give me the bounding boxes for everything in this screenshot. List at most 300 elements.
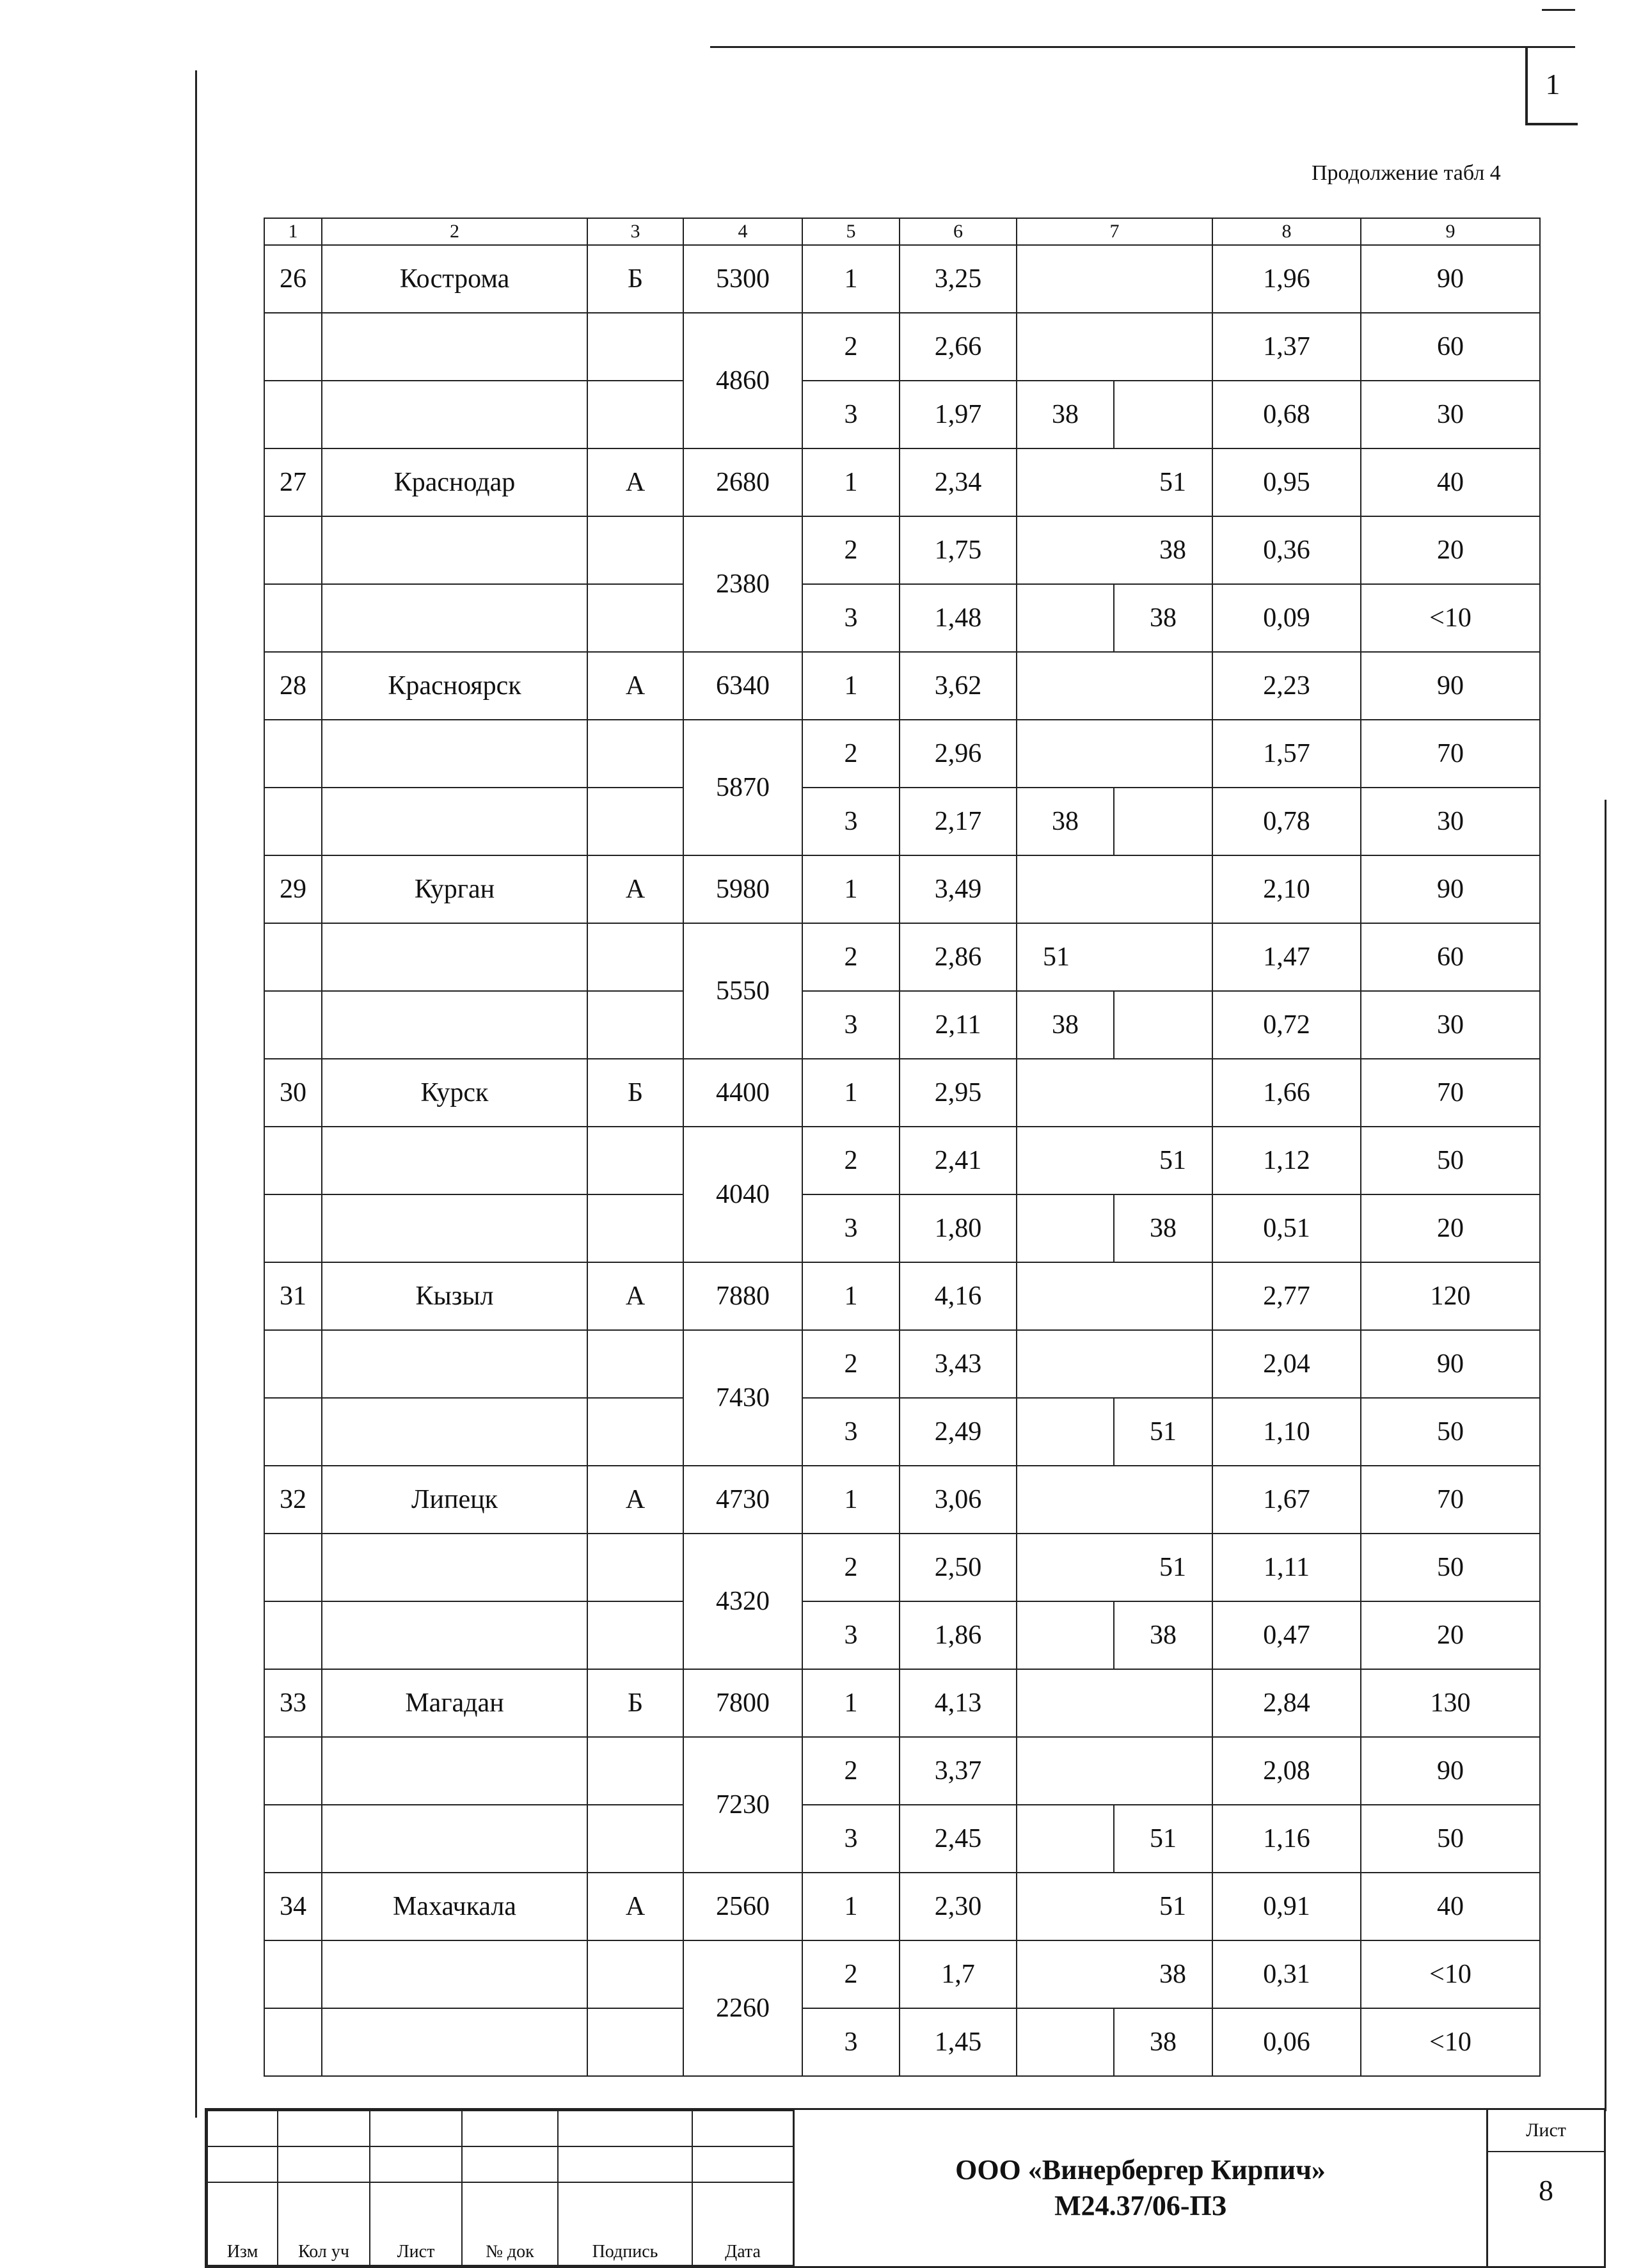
table-row bbox=[264, 1262, 1540, 1330]
col7-cell bbox=[1017, 245, 1212, 313]
col6-cell: 1,75 bbox=[900, 516, 1017, 584]
col8-cell: 2,04 bbox=[1212, 1330, 1361, 1398]
col8-cell: 1,12 bbox=[1212, 1127, 1361, 1194]
col9-cell: 60 bbox=[1361, 313, 1540, 381]
city-cell bbox=[322, 1194, 587, 1262]
row-number-cell bbox=[264, 516, 322, 584]
stamp-label-5: Дата bbox=[692, 2182, 793, 2265]
col7-cell bbox=[1017, 1466, 1212, 1534]
city-cell bbox=[322, 516, 587, 584]
variant-cell: 3 bbox=[802, 788, 900, 855]
col7b-cell: 38 bbox=[1114, 1194, 1212, 1262]
variant-cell: 1 bbox=[802, 245, 900, 313]
col9-cell: 20 bbox=[1361, 1194, 1540, 1262]
city-cell bbox=[322, 381, 587, 448]
col7a-cell bbox=[1017, 2008, 1114, 2076]
row-number-cell bbox=[264, 313, 322, 381]
col7a-cell bbox=[1017, 1194, 1114, 1262]
value-col4-cell: 2380 bbox=[683, 516, 802, 652]
column-number-4: 4 bbox=[683, 218, 802, 245]
value-col4-cell: 7880 bbox=[683, 1262, 802, 1330]
col6-cell: 2,30 bbox=[900, 1873, 1017, 1940]
col8-cell: 1,66 bbox=[1212, 1059, 1361, 1127]
col8-cell: 0,47 bbox=[1212, 1601, 1361, 1669]
table-row bbox=[264, 1059, 1540, 1127]
sheet-box bbox=[1486, 2110, 1604, 2266]
col6-cell: 2,96 bbox=[900, 720, 1017, 788]
category-cell: Б bbox=[587, 245, 683, 313]
category-cell bbox=[587, 720, 683, 788]
value-col4-cell: 2680 bbox=[683, 448, 802, 516]
col6-cell: 2,86 bbox=[900, 923, 1017, 991]
table-row bbox=[264, 1669, 1540, 1737]
col8-cell: 2,77 bbox=[1212, 1262, 1361, 1330]
row-number-cell: 34 bbox=[264, 1873, 322, 1940]
row-number-cell bbox=[264, 381, 322, 448]
category-cell: А bbox=[587, 1873, 683, 1940]
table-row bbox=[264, 1534, 1540, 1601]
column-number-8: 8 bbox=[1212, 218, 1361, 245]
col8-cell: 2,08 bbox=[1212, 1737, 1361, 1805]
variant-cell: 2 bbox=[802, 1534, 900, 1601]
col6-cell: 1,97 bbox=[900, 381, 1017, 448]
column-number-1: 1 bbox=[264, 218, 322, 245]
column-number-row bbox=[264, 218, 1540, 245]
value-col4-cell: 2560 bbox=[683, 1873, 802, 1940]
col9-cell: 90 bbox=[1361, 1737, 1540, 1805]
top-rule bbox=[710, 46, 1575, 48]
col6-cell: 2,11 bbox=[900, 991, 1017, 1059]
variant-cell: 1 bbox=[802, 652, 900, 720]
col7-cell: 51 bbox=[1017, 1873, 1212, 1940]
city-cell bbox=[322, 923, 587, 991]
table-row bbox=[264, 923, 1540, 991]
col7b-cell: 51 bbox=[1114, 1805, 1212, 1873]
table-row bbox=[264, 652, 1540, 720]
col9-cell: 90 bbox=[1361, 1330, 1540, 1398]
col7-cell bbox=[1017, 652, 1212, 720]
column-number-7: 7 bbox=[1017, 218, 1212, 245]
category-cell: А bbox=[587, 1466, 683, 1534]
variant-cell: 1 bbox=[802, 1466, 900, 1534]
value-col4-cell: 7230 bbox=[683, 1737, 802, 1873]
row-number-cell bbox=[264, 788, 322, 855]
col8-cell: 1,67 bbox=[1212, 1466, 1361, 1534]
organization-name: ООО «Винербергер Кирпич» bbox=[955, 2154, 1326, 2185]
stamp-label-3: № док bbox=[462, 2182, 558, 2265]
value-col4-cell: 2260 bbox=[683, 1940, 802, 2076]
col8-cell: 2,10 bbox=[1212, 855, 1361, 923]
col7-cell bbox=[1017, 1737, 1212, 1805]
category-cell bbox=[587, 1805, 683, 1873]
row-number-cell bbox=[264, 1805, 322, 1873]
stamp-label-4: Подпись bbox=[558, 2182, 692, 2265]
col9-cell: 70 bbox=[1361, 1466, 1540, 1534]
col7-cell: 51 bbox=[1017, 1127, 1212, 1194]
table-row bbox=[264, 1194, 1540, 1262]
value-col4-cell: 4320 bbox=[683, 1534, 802, 1669]
city-cell bbox=[322, 2008, 587, 2076]
variant-cell: 1 bbox=[802, 448, 900, 516]
row-number-cell bbox=[264, 1330, 322, 1398]
col6-cell: 2,50 bbox=[900, 1534, 1017, 1601]
data-table bbox=[264, 218, 1541, 2077]
table-row bbox=[264, 245, 1540, 313]
col8-cell: 0,06 bbox=[1212, 2008, 1361, 2076]
col8-cell: 0,78 bbox=[1212, 788, 1361, 855]
table-row bbox=[264, 788, 1540, 855]
col7a-cell bbox=[1017, 1805, 1114, 1873]
top-corner-mark bbox=[1542, 9, 1575, 11]
col8-cell: 0,51 bbox=[1212, 1194, 1361, 1262]
category-cell bbox=[587, 516, 683, 584]
col6-cell: 4,16 bbox=[900, 1262, 1017, 1330]
category-cell bbox=[587, 1194, 683, 1262]
col7-cell: 51 bbox=[1017, 923, 1212, 991]
category-cell bbox=[587, 1737, 683, 1805]
city-cell bbox=[322, 1534, 587, 1601]
col6-cell: 2,66 bbox=[900, 313, 1017, 381]
variant-cell: 3 bbox=[802, 1194, 900, 1262]
table-row bbox=[264, 1466, 1540, 1534]
col7-cell bbox=[1017, 1330, 1212, 1398]
table-row bbox=[264, 1601, 1540, 1669]
revision-grid bbox=[207, 2110, 794, 2266]
col8-cell: 1,16 bbox=[1212, 1805, 1361, 1873]
col7a-cell bbox=[1017, 1601, 1114, 1669]
table-row bbox=[264, 1873, 1540, 1940]
category-cell bbox=[587, 788, 683, 855]
col7-cell bbox=[1017, 1262, 1212, 1330]
variant-cell: 1 bbox=[802, 855, 900, 923]
variant-cell: 2 bbox=[802, 1737, 900, 1805]
row-number-cell bbox=[264, 1601, 322, 1669]
city-cell bbox=[322, 1737, 587, 1805]
row-number-cell: 26 bbox=[264, 245, 322, 313]
variant-cell: 3 bbox=[802, 584, 900, 652]
variant-cell: 1 bbox=[802, 1873, 900, 1940]
table-row bbox=[264, 448, 1540, 516]
row-number-cell bbox=[264, 584, 322, 652]
city-cell: Кострома bbox=[322, 245, 587, 313]
col6-cell: 2,41 bbox=[900, 1127, 1017, 1194]
variant-cell: 2 bbox=[802, 516, 900, 584]
col8-cell: 2,84 bbox=[1212, 1669, 1361, 1737]
col9-cell: 90 bbox=[1361, 245, 1540, 313]
col7a-cell: 38 bbox=[1017, 788, 1114, 855]
table-row bbox=[264, 1398, 1540, 1466]
col9-cell: 50 bbox=[1361, 1127, 1540, 1194]
col6-cell: 3,43 bbox=[900, 1330, 1017, 1398]
table-row bbox=[264, 516, 1540, 584]
column-number-9: 9 bbox=[1361, 218, 1540, 245]
col9-cell: 50 bbox=[1361, 1398, 1540, 1466]
category-cell: А bbox=[587, 652, 683, 720]
variant-cell: 3 bbox=[802, 991, 900, 1059]
table-row bbox=[264, 1737, 1540, 1805]
revision-row bbox=[207, 2146, 793, 2182]
col9-cell: 70 bbox=[1361, 720, 1540, 788]
value-col4-cell: 5550 bbox=[683, 923, 802, 1059]
category-cell bbox=[587, 1940, 683, 2008]
variant-cell: 3 bbox=[802, 1398, 900, 1466]
variant-cell: 3 bbox=[802, 381, 900, 448]
row-number-cell bbox=[264, 1194, 322, 1262]
col8-cell: 0,31 bbox=[1212, 1940, 1361, 2008]
value-col4-cell: 7430 bbox=[683, 1330, 802, 1466]
col9-cell: <10 bbox=[1361, 1940, 1540, 2008]
city-cell: Краснодар bbox=[322, 448, 587, 516]
col6-cell: 2,17 bbox=[900, 788, 1017, 855]
col8-cell: 0,68 bbox=[1212, 381, 1361, 448]
row-number-cell: 32 bbox=[264, 1466, 322, 1534]
sheet-label: Лист bbox=[1488, 2110, 1604, 2152]
col9-cell: 90 bbox=[1361, 652, 1540, 720]
table-row bbox=[264, 1805, 1540, 1873]
col9-cell: 90 bbox=[1361, 855, 1540, 923]
city-cell: Кызыл bbox=[322, 1262, 587, 1330]
category-cell bbox=[587, 991, 683, 1059]
variant-cell: 1 bbox=[802, 1669, 900, 1737]
col6-cell: 1,7 bbox=[900, 1940, 1017, 2008]
col8-cell: 1,10 bbox=[1212, 1398, 1361, 1466]
value-col4-cell: 4400 bbox=[683, 1059, 802, 1127]
col9-cell: 40 bbox=[1361, 1873, 1540, 1940]
value-col4-cell: 4730 bbox=[683, 1466, 802, 1534]
category-cell: Б bbox=[587, 1669, 683, 1737]
col7a-cell: 38 bbox=[1017, 381, 1114, 448]
row-number-cell bbox=[264, 720, 322, 788]
variant-cell: 2 bbox=[802, 1330, 900, 1398]
col7-cell: 51 bbox=[1017, 448, 1212, 516]
variant-cell: 2 bbox=[802, 720, 900, 788]
value-col4-cell: 4860 bbox=[683, 313, 802, 448]
col6-cell: 2,95 bbox=[900, 1059, 1017, 1127]
table-row bbox=[264, 1330, 1540, 1398]
category-cell bbox=[587, 584, 683, 652]
category-cell: А bbox=[587, 855, 683, 923]
category-cell bbox=[587, 313, 683, 381]
col6-cell: 1,45 bbox=[900, 2008, 1017, 2076]
col7b-cell: 38 bbox=[1114, 584, 1212, 652]
value-col4-cell: 4040 bbox=[683, 1127, 802, 1262]
variant-cell: 2 bbox=[802, 923, 900, 991]
table-row bbox=[264, 313, 1540, 381]
col7-cell: 38 bbox=[1017, 1940, 1212, 2008]
city-cell bbox=[322, 584, 587, 652]
col7b-cell: 38 bbox=[1114, 1601, 1212, 1669]
col9-cell: 40 bbox=[1361, 448, 1540, 516]
category-cell bbox=[587, 2008, 683, 2076]
column-number-3: 3 bbox=[587, 218, 683, 245]
table-row bbox=[264, 1127, 1540, 1194]
city-cell bbox=[322, 788, 587, 855]
category-cell: Б bbox=[587, 1059, 683, 1127]
col6-cell: 1,86 bbox=[900, 1601, 1017, 1669]
col6-cell: 3,37 bbox=[900, 1737, 1017, 1805]
col9-cell: <10 bbox=[1361, 2008, 1540, 2076]
col8-cell: 0,36 bbox=[1212, 516, 1361, 584]
category-cell: А bbox=[587, 1262, 683, 1330]
city-cell bbox=[322, 1127, 587, 1194]
col6-cell: 3,25 bbox=[900, 245, 1017, 313]
sheet-number: 8 bbox=[1539, 2174, 1553, 2207]
col9-cell: 130 bbox=[1361, 1669, 1540, 1737]
col7-cell: 38 bbox=[1017, 516, 1212, 584]
left-margin-line bbox=[195, 70, 197, 2118]
col9-cell: 120 bbox=[1361, 1262, 1540, 1330]
col6-cell: 2,49 bbox=[900, 1398, 1017, 1466]
variant-cell: 2 bbox=[802, 1940, 900, 2008]
row-number-cell bbox=[264, 1127, 322, 1194]
stamp-label-0: Изм bbox=[207, 2182, 278, 2265]
table-row bbox=[264, 2008, 1540, 2076]
row-number-cell: 33 bbox=[264, 1669, 322, 1737]
category-cell bbox=[587, 923, 683, 991]
value-col4-cell: 5980 bbox=[683, 855, 802, 923]
category-cell bbox=[587, 1398, 683, 1466]
value-col4-cell: 5870 bbox=[683, 720, 802, 855]
city-cell bbox=[322, 313, 587, 381]
col7a-cell bbox=[1017, 584, 1114, 652]
col9-cell: <10 bbox=[1361, 584, 1540, 652]
sheet-corner-number: 1 bbox=[1525, 46, 1578, 125]
col6-cell: 2,45 bbox=[900, 1805, 1017, 1873]
value-col4-cell: 5300 bbox=[683, 245, 802, 313]
col7a-cell: 38 bbox=[1017, 991, 1114, 1059]
col8-cell: 1,57 bbox=[1212, 720, 1361, 788]
city-cell bbox=[322, 1805, 587, 1873]
col9-cell: 50 bbox=[1361, 1534, 1540, 1601]
col7b-cell bbox=[1114, 788, 1212, 855]
col7b-cell bbox=[1114, 991, 1212, 1059]
city-cell: Магадан bbox=[322, 1669, 587, 1737]
column-number-6: 6 bbox=[900, 218, 1017, 245]
title-block bbox=[205, 2108, 1606, 2268]
col8-cell: 0,95 bbox=[1212, 448, 1361, 516]
category-cell: А bbox=[587, 448, 683, 516]
table-row bbox=[264, 720, 1540, 788]
variant-cell: 2 bbox=[802, 313, 900, 381]
col6-cell: 3,06 bbox=[900, 1466, 1017, 1534]
col9-cell: 20 bbox=[1361, 516, 1540, 584]
city-cell: Курган bbox=[322, 855, 587, 923]
col8-cell: 0,91 bbox=[1212, 1873, 1361, 1940]
variant-cell: 2 bbox=[802, 1127, 900, 1194]
col9-cell: 30 bbox=[1361, 991, 1540, 1059]
city-cell: Липецк bbox=[322, 1466, 587, 1534]
row-number-cell bbox=[264, 2008, 322, 2076]
category-cell bbox=[587, 381, 683, 448]
col7-cell: 51 bbox=[1017, 1534, 1212, 1601]
organization-block bbox=[793, 2110, 1486, 2266]
category-cell bbox=[587, 1534, 683, 1601]
table-row bbox=[264, 1940, 1540, 2008]
col8-cell: 1,47 bbox=[1212, 923, 1361, 991]
col7b-cell: 51 bbox=[1114, 1398, 1212, 1466]
row-number-cell: 31 bbox=[264, 1262, 322, 1330]
col9-cell: 60 bbox=[1361, 923, 1540, 991]
table-row bbox=[264, 855, 1540, 923]
col8-cell: 2,23 bbox=[1212, 652, 1361, 720]
value-col4-cell: 6340 bbox=[683, 652, 802, 720]
col7-cell bbox=[1017, 1669, 1212, 1737]
variant-cell: 1 bbox=[802, 1059, 900, 1127]
row-number-cell bbox=[264, 1398, 322, 1466]
table-body bbox=[264, 218, 1540, 2076]
row-number-cell: 28 bbox=[264, 652, 322, 720]
col9-cell: 30 bbox=[1361, 381, 1540, 448]
category-cell bbox=[587, 1127, 683, 1194]
row-number-cell bbox=[264, 1737, 322, 1805]
col7a-cell bbox=[1017, 1398, 1114, 1466]
col6-cell: 2,34 bbox=[900, 448, 1017, 516]
row-number-cell bbox=[264, 991, 322, 1059]
column-number-5: 5 bbox=[802, 218, 900, 245]
col8-cell: 1,11 bbox=[1212, 1534, 1361, 1601]
col6-cell: 3,62 bbox=[900, 652, 1017, 720]
col6-cell: 3,49 bbox=[900, 855, 1017, 923]
col7-cell bbox=[1017, 313, 1212, 381]
col7-cell bbox=[1017, 855, 1212, 923]
continuation-caption: Продолжение табл 4 bbox=[1312, 161, 1501, 185]
row-number-cell bbox=[264, 923, 322, 991]
value-col4-cell: 7800 bbox=[683, 1669, 802, 1737]
row-number-cell: 30 bbox=[264, 1059, 322, 1127]
document-code: М24.37/06-ПЗ bbox=[1054, 2190, 1226, 2221]
city-cell: Красноярск bbox=[322, 652, 587, 720]
col8-cell: 1,37 bbox=[1212, 313, 1361, 381]
table-row bbox=[264, 991, 1540, 1059]
col9-cell: 70 bbox=[1361, 1059, 1540, 1127]
col7-cell bbox=[1017, 1059, 1212, 1127]
row-number-cell bbox=[264, 1940, 322, 2008]
city-cell bbox=[322, 1398, 587, 1466]
variant-cell: 3 bbox=[802, 2008, 900, 2076]
city-cell bbox=[322, 720, 587, 788]
col7-cell bbox=[1017, 720, 1212, 788]
col6-cell: 1,80 bbox=[900, 1194, 1017, 1262]
col6-cell: 1,48 bbox=[900, 584, 1017, 652]
stamp-label-2: Лист bbox=[370, 2182, 462, 2265]
column-number-2: 2 bbox=[322, 218, 587, 245]
row-number-cell: 29 bbox=[264, 855, 322, 923]
city-cell: Махачкала bbox=[322, 1873, 587, 1940]
city-cell bbox=[322, 1601, 587, 1669]
variant-cell: 3 bbox=[802, 1601, 900, 1669]
col9-cell: 50 bbox=[1361, 1805, 1540, 1873]
revision-row bbox=[207, 2111, 793, 2146]
col7b-cell bbox=[1114, 381, 1212, 448]
stamp-label-1: Кол уч bbox=[278, 2182, 370, 2265]
col9-cell: 20 bbox=[1361, 1601, 1540, 1669]
city-cell: Курск bbox=[322, 1059, 587, 1127]
right-margin-line bbox=[1605, 800, 1606, 2111]
revision-labels-row bbox=[207, 2182, 793, 2265]
category-cell bbox=[587, 1330, 683, 1398]
city-cell bbox=[322, 991, 587, 1059]
col7b-cell: 38 bbox=[1114, 2008, 1212, 2076]
col8-cell: 1,96 bbox=[1212, 245, 1361, 313]
category-cell bbox=[587, 1601, 683, 1669]
col9-cell: 30 bbox=[1361, 788, 1540, 855]
row-number-cell bbox=[264, 1534, 322, 1601]
city-cell bbox=[322, 1330, 587, 1398]
variant-cell: 3 bbox=[802, 1805, 900, 1873]
city-cell bbox=[322, 1940, 587, 2008]
table-row bbox=[264, 381, 1540, 448]
col8-cell: 0,72 bbox=[1212, 991, 1361, 1059]
